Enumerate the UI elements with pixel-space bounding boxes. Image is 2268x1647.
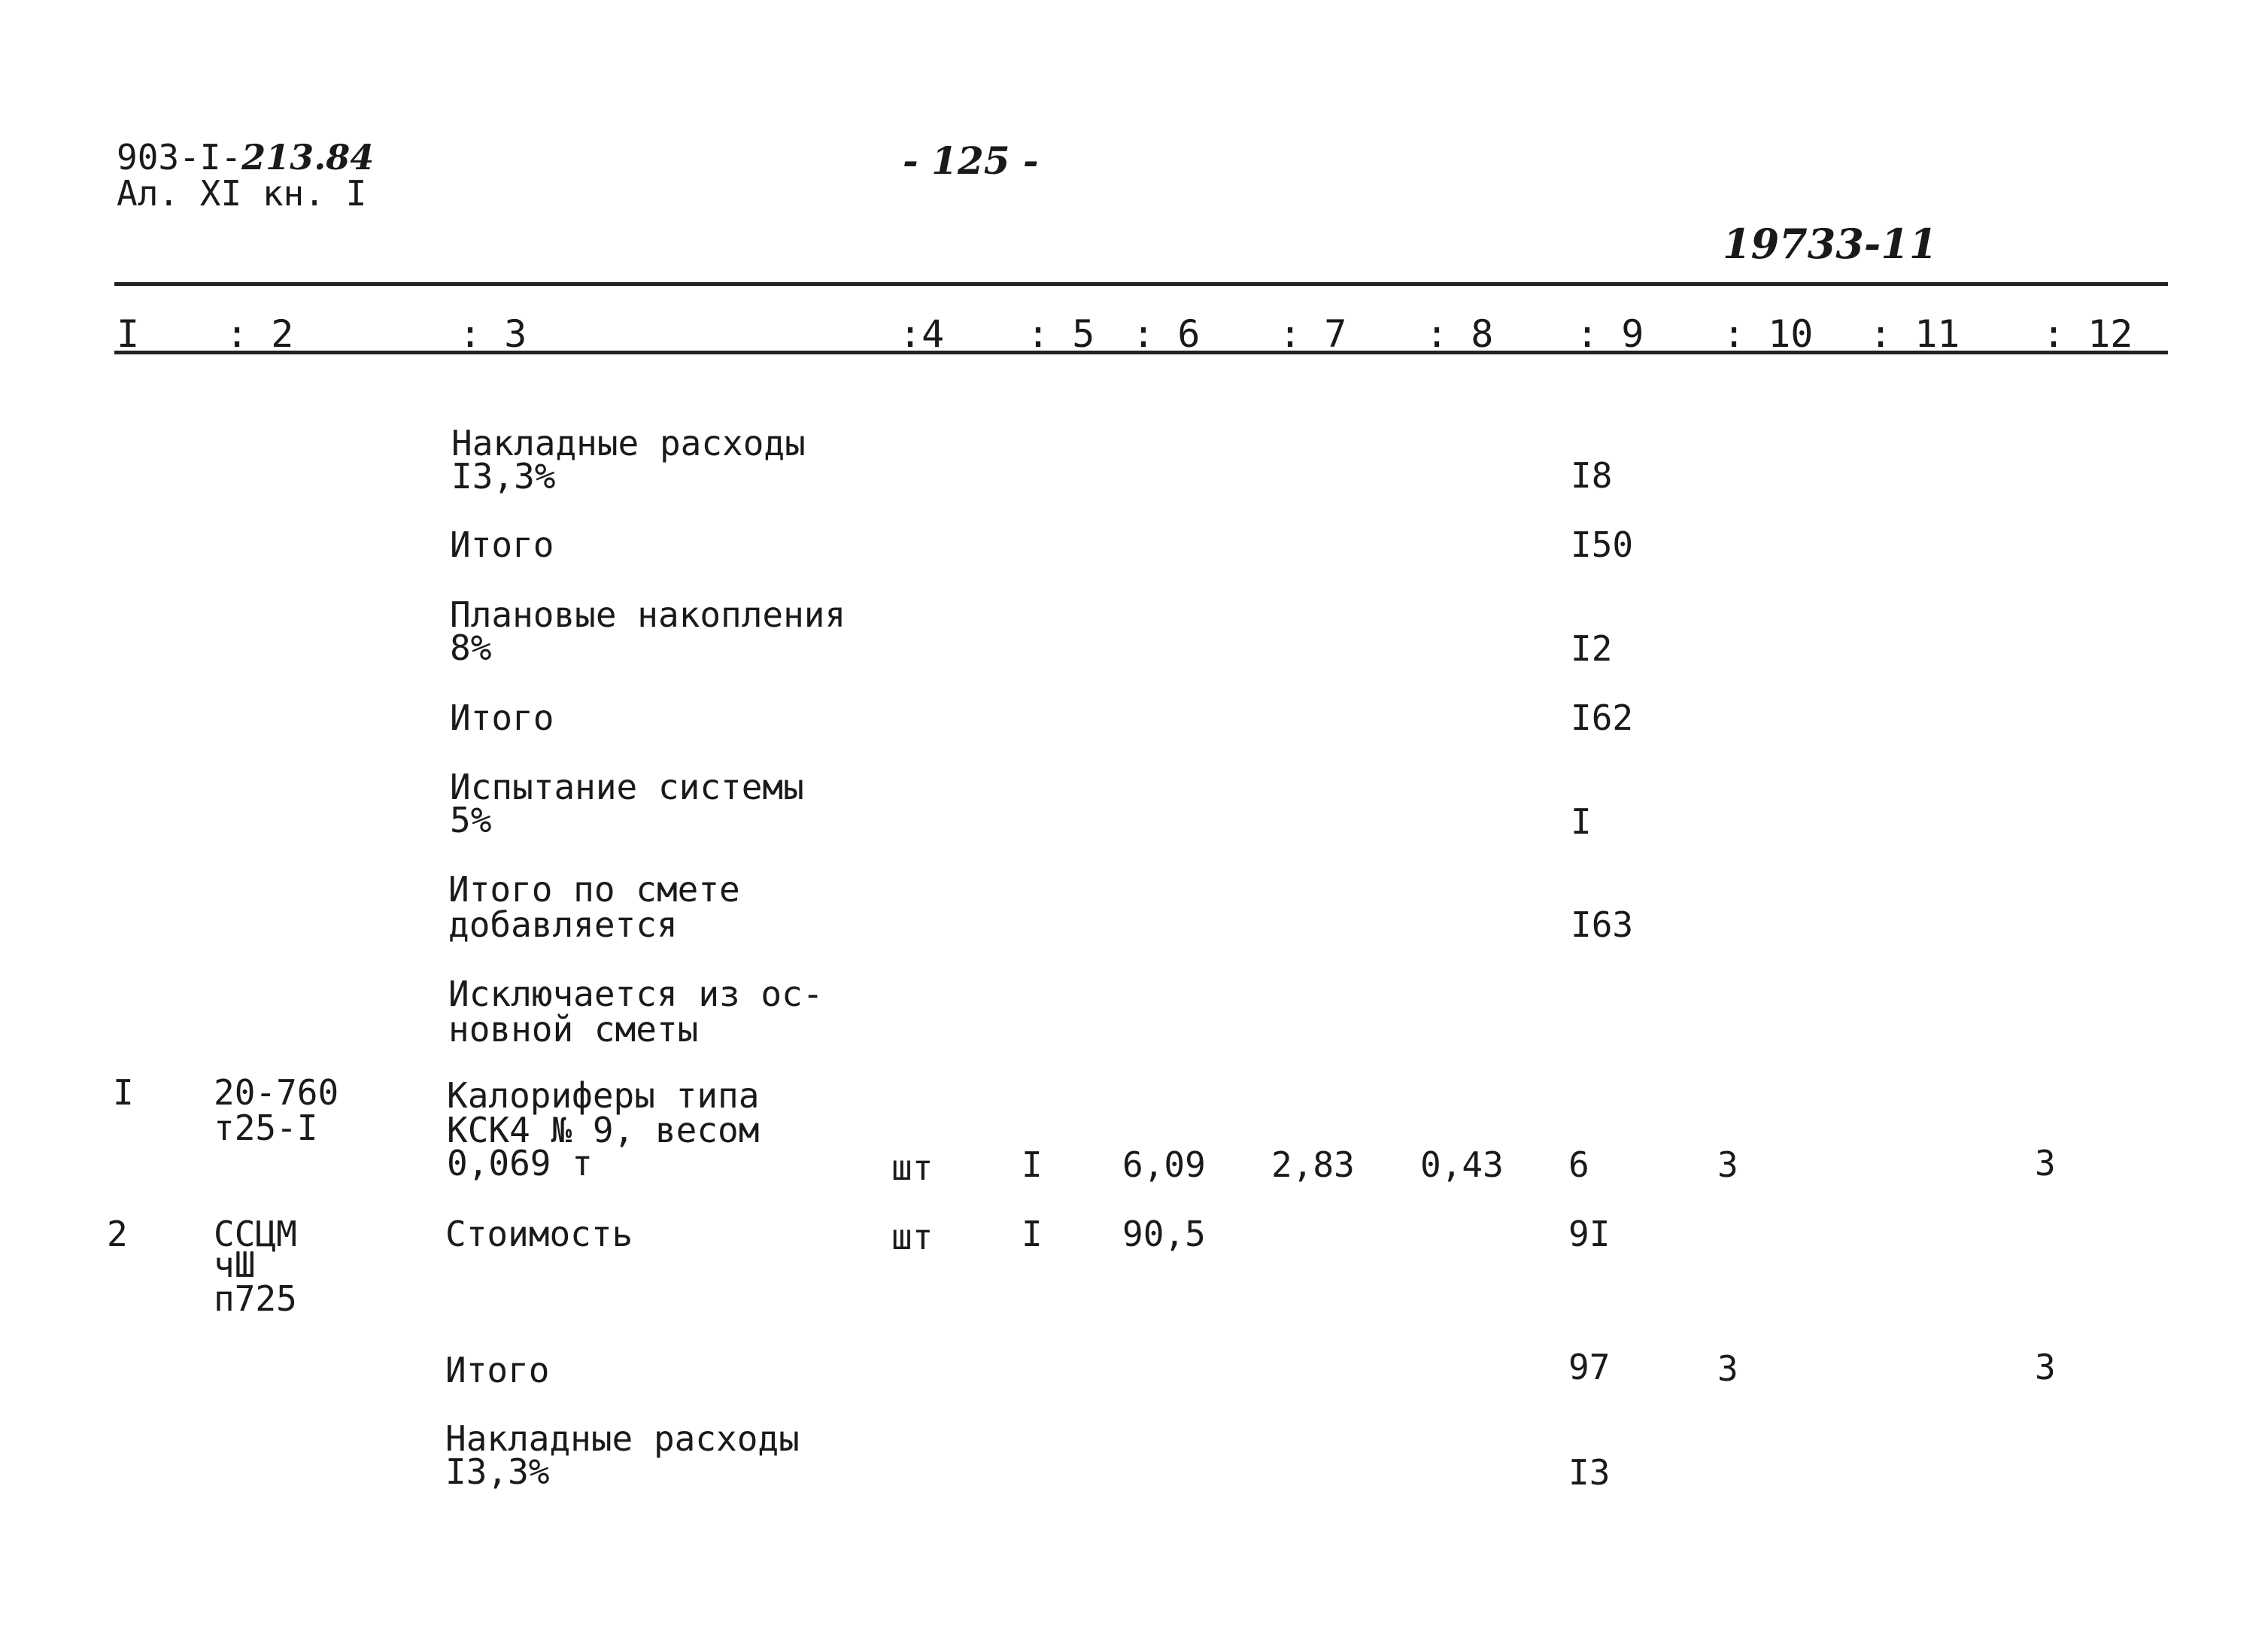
row-description-line: Итого: [450, 697, 554, 738]
row-description-line: Калориферы типа: [447, 1075, 760, 1116]
row-col6-value: 90,5: [1122, 1214, 1206, 1254]
col-header-6: : 6: [1132, 312, 1201, 356]
document-code-handwritten: 213.84: [241, 137, 375, 178]
row-quantity: I: [1022, 1144, 1043, 1185]
row-quantity: I: [1022, 1214, 1043, 1254]
col-header-5: : 5: [1027, 312, 1095, 356]
row-description-line: Испытание системы: [450, 767, 804, 807]
row-description-line: Накладные расходы: [451, 423, 806, 463]
row-description-line: 5%: [450, 800, 492, 840]
row-description-line: 0,069 т: [447, 1143, 593, 1184]
row-description-line: Стоимость: [445, 1214, 633, 1254]
row-description-line: Исключается из ос-: [448, 974, 824, 1014]
row-col7-value: 2,83: [1271, 1144, 1355, 1185]
row-total-value: I3: [1568, 1452, 1611, 1493]
row-description-line: I3,3%: [445, 1451, 550, 1492]
row-description-line: Плановые накопления: [450, 594, 846, 635]
row-description-line: 8%: [450, 628, 492, 668]
row-col8-value: 0,43: [1420, 1144, 1504, 1185]
row-unit: шт: [891, 1217, 934, 1257]
row-code-line: п725: [214, 1278, 297, 1319]
col-header-2: : 2: [226, 312, 294, 356]
col-header-12: : 12: [2042, 312, 2133, 356]
row-total-value: I63: [1571, 904, 1634, 945]
row-description-line: новной сметы: [448, 1009, 699, 1050]
row-total-value: I8: [1571, 455, 1613, 496]
row-code-line: ССЦМ: [214, 1214, 297, 1254]
row-code-line: т25-I: [214, 1108, 318, 1148]
col-header-10: : 10: [1723, 312, 1814, 356]
row-number: I: [113, 1072, 134, 1113]
row-code-line: чШ: [214, 1244, 256, 1285]
row-description-line: I3,3%: [451, 456, 556, 497]
document-code: [117, 137, 375, 178]
col-header-7: : 7: [1279, 312, 1347, 356]
col-header-11: : 11: [1869, 312, 1960, 356]
col-header-3: : 3: [459, 312, 527, 356]
row-number: 2: [107, 1214, 128, 1254]
row-total-value: 6: [1568, 1144, 1589, 1185]
row-col10-value: 3: [1717, 1348, 1738, 1389]
col-header-8: : 8: [1425, 312, 1494, 356]
row-total-value: I: [1571, 801, 1592, 842]
col-header-1: I: [117, 312, 140, 356]
row-col12-value: 3: [2035, 1347, 2056, 1387]
row-description-line: Итого: [450, 524, 554, 565]
col-header-4: :4: [899, 312, 945, 356]
row-col6-value: 6,09: [1122, 1144, 1206, 1185]
row-total-value: I2: [1571, 628, 1613, 669]
page-number: - 125 -: [903, 138, 1039, 183]
row-total-value: 9I: [1568, 1214, 1611, 1254]
row-total-value: I62: [1571, 697, 1634, 738]
col-header-9: : 9: [1576, 312, 1644, 356]
row-total-value: I50: [1571, 524, 1634, 565]
row-col10-value: 3: [1717, 1144, 1738, 1185]
top-rule: [114, 282, 2168, 286]
row-description-line: Итого по смете: [448, 869, 740, 910]
row-col12-value: 3: [2035, 1143, 2056, 1184]
row-code-line: 20-760: [214, 1072, 339, 1113]
row-description-line: добавляется: [448, 904, 678, 945]
row-description-line: Итого: [445, 1350, 550, 1390]
album-line: Ал. XI кн. I: [117, 173, 367, 214]
row-total-value: 97: [1568, 1347, 1611, 1387]
row-description-line: КСК4 № 9, весом: [447, 1110, 760, 1150]
row-description-line: Накладные расходы: [445, 1418, 800, 1459]
document-code-prefix: 903-I-: [117, 137, 242, 178]
registration-number: 19733-11: [1723, 220, 1938, 268]
row-unit: шт: [891, 1147, 934, 1188]
